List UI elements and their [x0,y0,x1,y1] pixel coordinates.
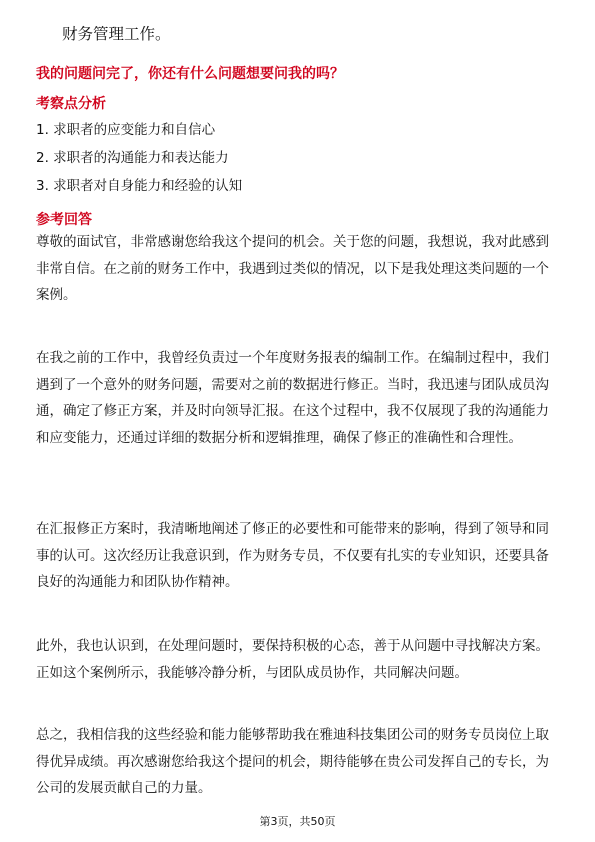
analysis-point: 2. 求职者的沟通能力和表达能力 [36,150,229,166]
answer-text: 在汇报修正方案时，我清晰地阐述了修正的必要性和可能带来的影响，得到了领导和同事的认可。这次经历让我意识到，作为财务专员，不仅要有扎实的专业知识，还要具备良好的沟通能力和团队协作精神。 [36,521,549,590]
analysis-point: 1. 求职者的应变能力和自信心 [36,122,216,138]
previous-answer-tail: 财务管理工作。 [62,25,171,43]
answer-paragraph [36,345,560,451]
answer-paragraph [36,633,560,686]
answer-text: 尊敬的面试官，非常感谢您给我这个提问的机会。关于您的问题，我想说，我对此感到非常自信。在之前的财务工作中，我遇到过类似的情况，以下是我处理这类问题的一个案例。 [36,234,549,303]
analysis-point: 3. 求职者对自身能力和经验的认知 [36,178,243,194]
question-heading: 我的问题问完了，你还有什么问题想要问我的吗？ [36,66,344,82]
reference-title: 参考回答 [36,212,92,228]
answer-paragraph [36,229,560,309]
answer-paragraph [36,516,560,596]
answer-text: 此外，我也认识到，在处理问题时，要保持积极的心态，善于从问题中寻找解决方案。正如这个案例所示，我能够冷静分析，与团队成员协作，共同解决问题。 [36,638,549,681]
answer-paragraph [36,722,560,802]
analysis-title: 考察点分析 [36,96,106,112]
answer-text: 在我之前的工作中，我曾经负责过一个年度财务报表的编制工作。在编制过程中，我们遇到了一个意外的财务问题，需要对之前的数据进行修正。当时，我迅速与团队成员沟通，确定了修正方案，并及时向领导汇报。在这个过程中，我不仅展现了我的沟通能力和应变能力，还通过详细的数据分析和逻辑推理，确保了修正的准确性和合理性。 [36,350,549,446]
page-number: 第3页，共50页 [259,815,336,828]
answer-text: 总之，我相信我的这些经验和能力能够帮助我在雅迪科技集团公司的财务专员岗位上取得优异成绩。再次感谢您给我这个提问的机会，期待能够在贵公司发挥自己的专长，为公司的发展贡献自己的力量。 [36,727,549,796]
